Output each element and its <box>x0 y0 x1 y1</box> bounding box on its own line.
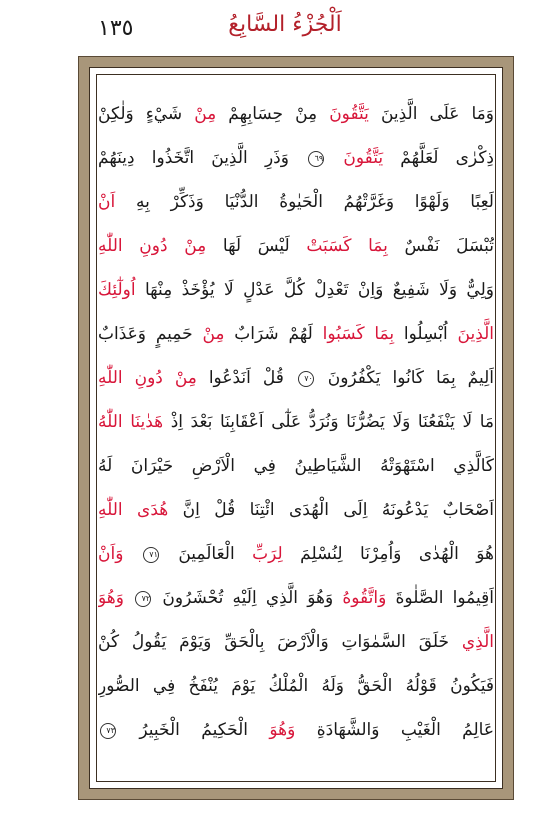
verse-text: اَلِيمٌ بِمَا كَانُوا يَكْفُرُونَ <box>315 368 494 388</box>
page-frame-inner <box>89 67 503 789</box>
verse-text: لَيْسَ لَهَا <box>206 236 307 256</box>
highlighted-text: وَاتَّقُوهُ <box>342 588 387 608</box>
highlighted-text: هَدٰينَا اللّٰهُ <box>98 412 164 432</box>
ayah-number-marker: ٧٣ <box>100 723 116 739</box>
ayah-number-marker: ٦٩ <box>308 151 324 167</box>
text-line <box>98 576 494 620</box>
verse-text: شَيْءٍ وَلٰكِنْ <box>98 104 195 124</box>
verse-text: عَالِمُ الْغَيْبِ وَالشَّهَادَةِ <box>295 720 494 740</box>
verse-text: مَا لَا يَنْفَعُنَا وَلَا يَضُرُّنَا وَنُرَدُّ عَلٰٓى اَعْقَابِنَا بَعْدَ اِذْ <box>163 412 494 432</box>
verse-text: ذِكْرٰى لَعَلَّهُمْ <box>383 148 494 168</box>
highlighted-text: مِنْ دُونِ اللّٰهِ <box>98 368 197 388</box>
verse-text: هُوَ الْهُدٰى وَاُمِرْنَا لِنُسْلِمَ <box>282 544 494 564</box>
text-line <box>98 180 494 224</box>
ayah-number-marker: ٧٠ <box>298 371 314 387</box>
text-line <box>98 92 494 136</box>
verse-text: تُبْسَلَ نَفْسٌ <box>387 236 494 256</box>
verse-text: وَذَرِ الَّذِينَ اتَّخَذُوا دِينَهُمْ <box>98 148 307 168</box>
page-frame <box>78 56 514 800</box>
text-line <box>98 268 494 312</box>
verse-text: خَلَقَ السَّمٰوَاتِ وَالْاَرْضَ بِالْحَقِّ وَيَوْمَ يَقُولُ كُنْ <box>98 632 462 652</box>
juz-title: اَلْجُزْءُ السَّابِعُ <box>228 12 342 37</box>
verse-text: اُبْسِلُوا <box>394 324 458 344</box>
highlighted-text: يَتَّقُونَ <box>329 104 369 124</box>
highlighted-text: وَهُوَ <box>269 720 296 740</box>
page-number: ١٣٥ <box>98 16 134 41</box>
text-line <box>98 488 494 532</box>
highlighted-text: لِرَبِّ <box>252 544 283 564</box>
text-line <box>98 356 494 400</box>
text-line <box>98 312 494 356</box>
verse-text: كَالَّذِي اسْتَهْوَتْهُ الشَّيَاطِينُ فِي الْاَرْضِ حَيْرَانَ لَهُ <box>98 456 494 476</box>
text-line <box>98 620 494 664</box>
verse-text: لَهُمْ شَرَابٌ <box>224 324 323 344</box>
highlighted-text: هُدَى اللّٰهِ <box>98 500 169 520</box>
highlighted-text: وَهُوَ <box>98 588 124 608</box>
highlighted-text: وَاَنْ <box>98 544 124 564</box>
highlighted-text: اُولٰٓئِكَ <box>98 280 136 300</box>
quran-text-area <box>98 92 494 772</box>
text-line <box>98 224 494 268</box>
highlighted-text: الَّذِي <box>461 632 494 652</box>
text-line <box>98 400 494 444</box>
highlighted-text: بِمَا كَسَبَتْ <box>306 236 388 256</box>
verse-text: قُلْ اَنَدْعُوا <box>196 368 296 388</box>
verse-text <box>326 148 343 168</box>
highlighted-text: اَنْ <box>98 192 116 212</box>
text-line <box>98 532 494 576</box>
highlighted-text: مِنْ دُونِ اللّٰهِ <box>98 236 207 256</box>
verse-text: وَمَا عَلَى الَّذِينَ <box>368 104 494 124</box>
verse-text: وَهُوَ الَّذِي اِلَيْهِ تُحْشَرُونَ <box>153 588 343 608</box>
text-line <box>98 136 494 180</box>
verse-text: اَصْحَابٌ يَدْعُونَهُ اِلَى الْهُدَى ائْتِنَا قُلْ اِنَّ <box>168 500 494 520</box>
text-line <box>98 708 494 752</box>
text-line <box>98 444 494 488</box>
highlighted-text: الَّذِينَ <box>457 324 494 344</box>
verse-text: اَقِيمُوا الصَّلٰوةَ <box>386 588 494 608</box>
highlighted-text: مِنْ <box>202 324 225 344</box>
verse-text <box>123 544 140 564</box>
highlighted-text: مِنْ <box>194 104 217 124</box>
verse-text: فَيَكُونُ قَوْلُهُ الْحَقُّ وَلَهُ الْمُلْكُ يَوْمَ يُنْفَخُ فِي الصُّورِ <box>98 676 494 696</box>
verse-text: الْحَكِيمُ الْخَبِيرُ <box>118 720 270 740</box>
verse-text: الْعَالَمِينَ <box>160 544 253 564</box>
verse-text: وَلِيٌّ وَلَا شَفِيعٌ وَاِنْ تَعْدِلْ كُلَّ عَدْلٍ لَا يُؤْخَذْ مِنْهَا <box>135 280 494 300</box>
verse-text: حَمِيمٍ وَعَذَابٌ <box>98 324 203 344</box>
ayah-number-marker: ٧٢ <box>135 591 151 607</box>
text-line <box>98 664 494 708</box>
verse-text: لَعِبًا وَلَهْوًا وَغَرَّتْهُمُ الْحَيٰوةُ الدُّنْيَا وَذَكِّرْ بِهِ <box>115 192 494 212</box>
ayah-number-marker: ٧١ <box>143 547 159 563</box>
highlighted-text: بِمَا كَسَبُوا <box>322 324 395 344</box>
verse-text: مِنْ حِسَابِهِمْ <box>216 104 330 124</box>
highlighted-text: يَتَّقُونَ <box>343 148 384 168</box>
verse-text <box>124 588 133 608</box>
